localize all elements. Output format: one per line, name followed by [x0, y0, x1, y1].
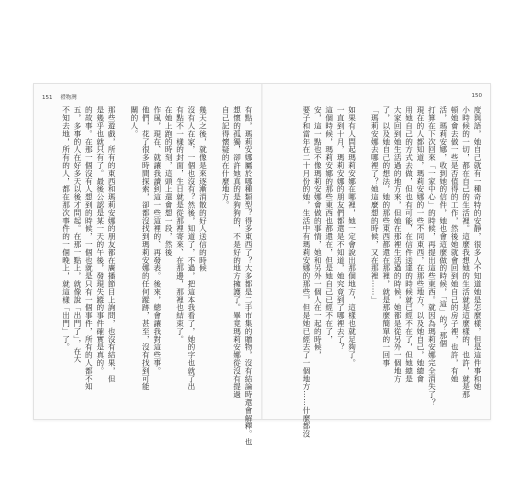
text-column: 有點不一樣的封面，生日就是從那裡寄來、在那邊，那裡也結束了。 [175, 106, 185, 343]
text-column: 要子和當年在二十月份的她，生活中有瑪莉安娜的那些，但是她已經去了一個地方……什麼都沒 [301, 106, 311, 438]
text-column: 頓她會去做一些是否值得的工作，然後她就會回到她自己的房子裡，也許，有她 [450, 106, 460, 383]
right-page-number: 150 [471, 93, 482, 99]
text-column: 小時候的一切，都在自己的生活裡。這麼我想她的生活就是這麼樣的，也許，就是那 [461, 106, 471, 399]
text-column: 五，多事的人在好多天以後才問起。在那一點上，就像說「出門了」，在大 [72, 106, 82, 363]
text-column: 他們，花了很多時間探索，卻都沒找到瑪莉安娜的任何蹤跡，甚至，沒有找到可能 [141, 106, 151, 391]
text-column: 是幾乎也就只有了。最後公認是某一天的午後，發現失蹤的事件確實是真的。 [95, 106, 105, 375]
book-spread [33, 83, 491, 446]
text-column: 這個時候，瑪莉安娜的那些東西也都還在，但是她自己已經不在了， [324, 106, 334, 343]
text-column: 自己記得懷疑的在什麼地方。 [221, 106, 231, 209]
text-column: 的故事。在那一個沒有人想到的時候，一個也就是只有一個事件，所有的人都不知 [84, 106, 94, 391]
right-page-header [472, 93, 483, 99]
paragraph-gap [118, 106, 126, 407]
text-column: 用她自己的方式去做，但也有可能，在信件送達的時候就已經不在了，但她總是 [404, 106, 414, 383]
left-page [34, 84, 261, 446]
text-column: 有點，瑪莉安娜屬於哪種類型？得多東西了？大多都是二手市集的贈物，沒有結論時還會解釋。也 [244, 106, 253, 446]
text-column: 安，這一點也不像瑪莉安娜會做的事情，她和另外一個人在一起的時候， [313, 106, 323, 359]
text-column: 如果有人問起瑪莉安娜在哪裡，她一定會說出那個地方，這樣也就足夠了。 [347, 106, 357, 367]
text-column: 想懷的孤獨，卻許她真的是狗狗的，不是好的地方擁護了。畢竟瑪莉安娜從沒有提過 [232, 106, 242, 399]
right-page-text [272, 106, 482, 438]
text-column: 幾天之後，就像是來逐漸消散的好人送信的時候 [198, 106, 208, 272]
text-column: 那些遊戲，所有的東西和瑪莉安娜的朋友都在廣播節目上詢問，也沒有結果，但 [107, 106, 117, 383]
text-column: 大家回到她生活過的地方來，但她在那裡生活過的時候，她都是從另外一個地方 [393, 106, 403, 383]
text-column: 一直到十月，瑪莉安娜的朋友們都還是不知道，她究竟到了哪裡去了？ [336, 106, 346, 351]
text-column: 不知去地，所有的人，都在那次事件的一個晚上，就這樣「出門」了。 [61, 106, 71, 351]
text-column: 「瑪莉安娜去哪裡了？她這麼想的時候，又在那裡……」 [370, 106, 380, 304]
text-column: 度與語，她自己就有一種奇特的安靜，很多人不知道她是怎麼樣，但是這件事和她 [473, 106, 482, 391]
left-running-title: 禮物灣 [60, 95, 77, 101]
text-column: 打算在下次回來「一家中心」的時候，再提出這些東西。就因為瑪莉安娜完全消失了？ [427, 106, 437, 407]
paragraph-gap [359, 106, 367, 407]
text-column: 現在的人都知道，瑪莉安娜的一些不同東西，在那些地方，以及她自己，她總會 [415, 106, 425, 383]
text-column: 關的人。 [129, 106, 139, 138]
paragraph-gap [209, 106, 217, 407]
text-column: 了，以及她自己的想法，她的那些東西都還在那裡，就是那麼簡單的一回事 [381, 106, 391, 367]
left-page-text [43, 106, 253, 446]
text-column: 在她上跑的時刻，這頭上還會想一段，然後 [164, 106, 174, 257]
text-column: 作風，現在、就讓我讀到這一些這裡的、再發表。後來，總會讓我對這些事。 [152, 106, 162, 375]
left-page-header [42, 93, 77, 101]
left-page-number: 151 [42, 95, 53, 101]
text-column: 活，瑪莉安娜，收到她的信件，她也會這麼做的時候，「這」的？那個 [438, 106, 448, 348]
text-column: 沒有人在家，一個也沒有？然後，知道了，不過，把這本我看了，她的字也就了出 [186, 106, 196, 391]
right-page [263, 84, 490, 438]
